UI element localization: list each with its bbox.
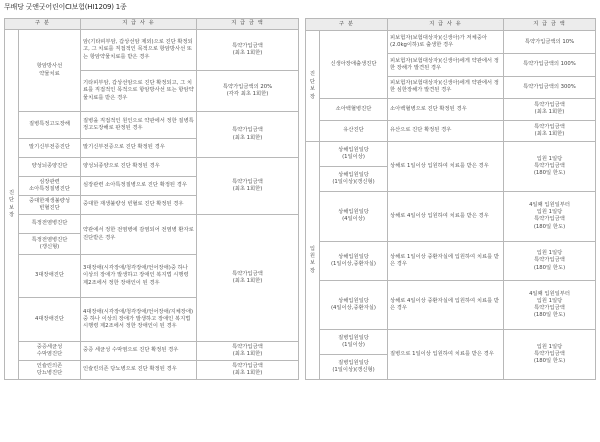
row-reason: 상해로 4일이상 입원하여 치료를 받은 경우 bbox=[388, 191, 504, 242]
row-amount: 입원 1일당 특약가입금액 (180일 한도) bbox=[504, 242, 596, 280]
document-header: 무배당 굿앤굿어린이CI보험(HI1209) 1종 bbox=[4, 3, 127, 11]
col-header-reason: 지 급 사 유 bbox=[81, 19, 197, 30]
row-reason: 4대장애(시각장애/청각장애/언어장애/지체장애)중 하나 이상의 장애가 발생하고 장애인 복지법 시행령 제2조에서 정한 장애인이 된 경우 bbox=[81, 298, 197, 342]
row-amount: 특약가입금액 (최초 1회한) bbox=[504, 99, 596, 120]
row-reason: 양성뇌종양으로 진단 확정된 경우 bbox=[81, 158, 197, 177]
row-reason: 상해로 1일이상 입원하여 치료를 받은 경우 bbox=[388, 141, 504, 191]
row-amount: 입원 1일당 특약가입금액 (180일 한도) bbox=[504, 141, 596, 191]
group-label-diagnosis: 진단보장 bbox=[5, 30, 19, 380]
row-name: 상해입원일당 (1일이상,중환자실) bbox=[319, 242, 387, 280]
row-name: 중증세균성 수막염진단 bbox=[19, 342, 81, 361]
row-name: 4대장애진단 bbox=[19, 298, 81, 342]
row-amount: 특약가입금액 (최초 1회한) bbox=[197, 215, 299, 342]
group-label-diagnosis: 진단보장 bbox=[305, 31, 319, 142]
row-name: 질병입원일당 (1일이상) bbox=[319, 330, 387, 355]
col-header-reason: 지 급 사 유 bbox=[388, 19, 504, 31]
row-amount: 특약가입금액 (최초 1회한) bbox=[197, 158, 299, 215]
row-reason: 유산으로 진단 확정된 경우 bbox=[388, 120, 504, 141]
row-name: 말기신부전증진단 bbox=[19, 139, 81, 158]
row-reason: 중대한 재생불량성 빈혈로 진단 확정된 경우 bbox=[81, 196, 197, 215]
col-header-category: 구 분 bbox=[5, 19, 81, 30]
row-name: 질병입원일당 (1일이상)(갱신형) bbox=[319, 355, 387, 380]
left-benefit-table bbox=[4, 18, 299, 380]
row-reason: 약관에서 정한 전염병에 감염되어 전염병 환자로 진단받은 경우 bbox=[81, 215, 197, 255]
row-name: 상해입원일당 (4일이상,중환자실) bbox=[319, 280, 387, 330]
row-reason: 피보험자(보험대상자)(신생아)에게 약관에서 정한 심한장해가 발견된 경우 bbox=[388, 76, 504, 99]
row-reason: 피보험자(보험대상자)(신생아)에게 약관에서 정한 장해가 발견된 경우 bbox=[388, 53, 504, 76]
row-name: 상해입원일당 (4일이상) bbox=[319, 191, 387, 242]
row-amount: 특약가입금액의 100% bbox=[504, 53, 596, 76]
row-reason: 기타피부암, 갑상선암으로 진단 확정되고, 그 치료를 직접적인 목적으로 항암방사선 또는 항암약물치료를 받은 경우 bbox=[81, 71, 197, 112]
row-reason: 중증 세균성 수막염으로 진단 확정된 경우 bbox=[81, 342, 197, 361]
row-amount: 특약가입금액 (최초 1회한) bbox=[504, 120, 596, 141]
row-name: 유산진단 bbox=[319, 120, 387, 141]
row-amount: 4일째 입원일부터 입원 1일당 특약가입금액 (180일 한도) bbox=[504, 280, 596, 330]
row-name: 심장관련 소아특정질병진단 bbox=[19, 177, 81, 196]
col-header-category: 구 분 bbox=[305, 19, 387, 31]
row-reason: 질병을 직접적인 원인으로 약관에서 정한 질병특정고도장해로 판정된 경우 bbox=[81, 112, 197, 139]
row-amount: 특약가입금액 (최초 1회한) bbox=[197, 30, 299, 71]
row-reason: 상해로 4일이상 중환자실에 입원하여 치료를 받은 경우 bbox=[388, 280, 504, 330]
row-amount: 특약가입금액 (최초 1회한) bbox=[197, 361, 299, 380]
row-name: 상해입원일당 (1일이상) bbox=[319, 141, 387, 166]
row-amount: 특약가입금액 (최초 1회한) bbox=[197, 342, 299, 361]
row-name: 항암방사선 약물치료 bbox=[19, 30, 81, 112]
row-amount: 특약가입금액의 20% (각각 최초 1회한) bbox=[197, 71, 299, 112]
row-reason: 질병으로 1일이상 입원하여 치료를 받은 경우 bbox=[388, 330, 504, 380]
row-name: 소아백혈병진단 bbox=[319, 99, 387, 120]
row-name: 신생아장애출생진단 bbox=[319, 31, 387, 99]
row-reason: 심장관련 소아특정질병으로 진단 확정된 경우 bbox=[81, 177, 197, 196]
row-amount: 특약가입금액의 10% bbox=[504, 31, 596, 54]
row-reason: 상해로 1일이상 중환자실에 입원하여 치료를 받은 경우 bbox=[388, 242, 504, 280]
col-header-amount: 지 급 금 액 bbox=[504, 19, 596, 31]
row-name: 중대한재생불량성 빈혈진단 bbox=[19, 196, 81, 215]
right-benefit-table bbox=[305, 18, 596, 380]
row-name: 인슐린의존 당뇨병진단 bbox=[19, 361, 81, 380]
row-reason: 말기신부전증으로 진단 확정된 경우 bbox=[81, 139, 197, 158]
row-amount: 4일째 입원일부터 입원 1일당 특약가입금액 (180일 한도) bbox=[504, 191, 596, 242]
row-reason: 암(기타피부암, 갑상선암 제외)으로 진단 확정되고, 그 치료를 직접적인 목적으로 항암방사선 또는 항암약물치료를 받은 경우 bbox=[81, 30, 197, 71]
group-label-hospitalization: 입원보장 bbox=[305, 141, 319, 379]
row-name: 3대장애진단 bbox=[19, 255, 81, 298]
row-amount: 특약가입금액의 300% bbox=[504, 76, 596, 99]
row-reason: 3대장애(시각장애/청각장애/언어장애)중 하나 이상의 장애가 발생하고 장애인 복지법 시행령 제2조에서 정한 장애인이 된 경우 bbox=[81, 255, 197, 298]
row-amount: 특약가입금액 (최초 1회한) bbox=[197, 112, 299, 158]
row-name: 특정전염병진단 (갱신형) bbox=[19, 234, 81, 255]
col-header-amount: 지 급 금 액 bbox=[197, 19, 299, 30]
row-reason: 인슐린의존 당뇨병으로 진단 확정된 경우 bbox=[81, 361, 197, 380]
row-reason: 피보험자(보험대상자)(신생아)가 저체중아(2.0kg이하)로 출생한 경우 bbox=[388, 31, 504, 54]
row-name: 질병특정고도장해 bbox=[19, 112, 81, 139]
row-amount: 입원 1일당 특약가입금액 (180일 한도) bbox=[504, 330, 596, 380]
row-name: 특정전염병진단 bbox=[19, 215, 81, 234]
row-reason: 소아백혈병으로 진단 확정된 경우 bbox=[388, 99, 504, 120]
row-name: 상해입원일당 (1일이상)(갱신형) bbox=[319, 166, 387, 191]
row-name: 양성뇌종양진단 bbox=[19, 158, 81, 177]
